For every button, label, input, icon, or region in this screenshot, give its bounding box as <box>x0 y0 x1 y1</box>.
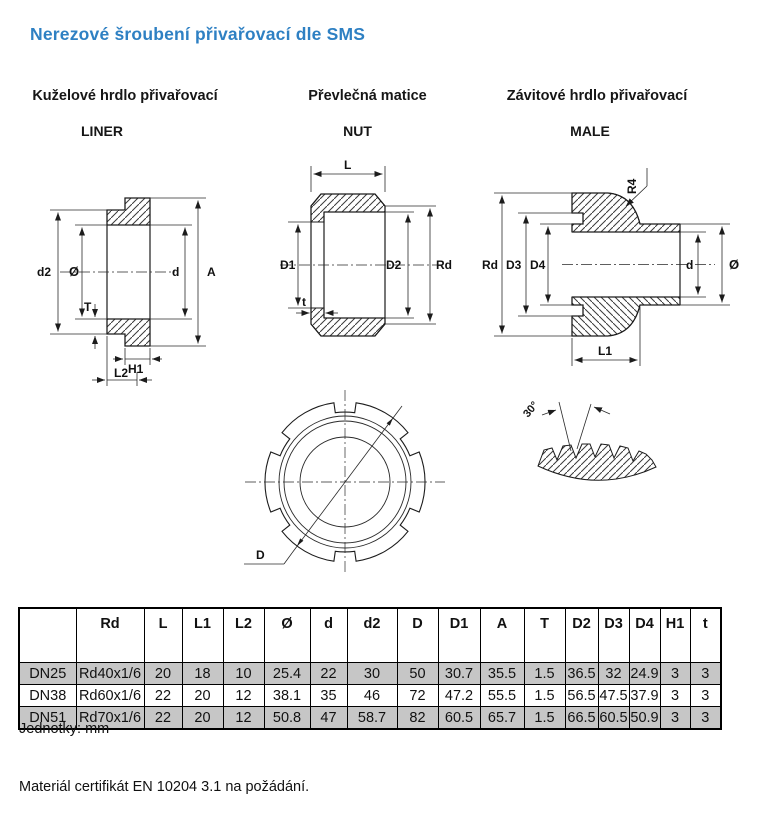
nut-front-view <box>228 382 463 597</box>
table-cell: 35.5 <box>480 663 524 685</box>
nut-drawing <box>278 150 483 380</box>
table-cell: 12 <box>223 707 264 730</box>
dim-label-d2: d2 <box>37 265 52 279</box>
table-cell: 24.9 <box>629 663 660 685</box>
table-cell: 3 <box>690 685 721 707</box>
table-cell: 3 <box>690 663 721 685</box>
header-cell-d: d <box>310 608 347 663</box>
header-cell-L2: L2 <box>223 608 264 663</box>
header-cell-L1: L1 <box>182 608 223 663</box>
units-note: Jednotky: mm <box>19 721 110 737</box>
table-cell: 1.5 <box>524 685 565 707</box>
table-cell: 3 <box>660 707 690 730</box>
dim-label-L: L <box>344 158 352 172</box>
section-heading-nut: Převlečná matice <box>308 88 427 104</box>
header-cell-A: A <box>480 608 524 663</box>
header-cell-d2: d2 <box>347 608 397 663</box>
header-cell-T: T <box>524 608 565 663</box>
table-cell: 65.7 <box>480 707 524 730</box>
header-cell-Rd: Rd <box>76 608 144 663</box>
header-cell-dn <box>19 608 76 663</box>
table-row-dn25 <box>19 663 721 685</box>
table-cell: DN51 <box>19 707 76 730</box>
table-cell: 12 <box>223 685 264 707</box>
section-sublabel-liner: LINER <box>81 123 123 139</box>
table-cell: 30.7 <box>438 663 480 685</box>
table-row-dn51 <box>19 707 721 730</box>
male-drawing <box>480 150 755 390</box>
table-cell: 22 <box>144 707 182 730</box>
dim-label-D1: D1 <box>280 258 296 272</box>
thread-detail <box>518 388 678 498</box>
dim-label-D4: D4 <box>530 258 546 272</box>
table-cell: 50 <box>397 663 438 685</box>
table-cell: 20 <box>182 707 223 730</box>
table-cell: 58.7 <box>347 707 397 730</box>
table-cell: 3 <box>690 707 721 730</box>
table-cell: 72 <box>397 685 438 707</box>
table-cell: 47.5 <box>598 685 629 707</box>
section-sublabel-male: MALE <box>570 123 610 139</box>
dim-label-D3: D3 <box>506 258 522 272</box>
section-heading-liner: Kuželové hrdlo přivařovací <box>32 88 218 104</box>
table-cell: 3 <box>660 685 690 707</box>
dim-label-D: D <box>256 548 265 562</box>
table-cell: 35 <box>310 685 347 707</box>
table-cell: 82 <box>397 707 438 730</box>
dim-label-A: A <box>207 265 216 279</box>
header-cell-L: L <box>144 608 182 663</box>
dim-label-D2: D2 <box>386 258 402 272</box>
table-cell: 47 <box>310 707 347 730</box>
table-cell: 47.2 <box>438 685 480 707</box>
table-cell: 18 <box>182 663 223 685</box>
table-cell: Rd70x1/6 <box>76 707 144 730</box>
dim-label-t: t <box>302 295 306 309</box>
dim-label-T: T <box>84 300 92 314</box>
table-cell: 3 <box>660 663 690 685</box>
table-cell: 32 <box>598 663 629 685</box>
table-cell: 25.4 <box>264 663 310 685</box>
liner-drawing <box>20 148 250 398</box>
page-title: Nerezové šroubení přivařovací dle SMS <box>30 24 366 44</box>
header-cell-D3: D3 <box>598 608 629 663</box>
thread-angle-label: 30° <box>521 399 541 420</box>
section-sublabel-nut: NUT <box>343 123 372 139</box>
dim-label-male-Rd: Rd <box>482 258 498 272</box>
table-row-dn38 <box>19 685 721 707</box>
table-cell: 37.9 <box>629 685 660 707</box>
table-cell: 50.9 <box>629 707 660 730</box>
dim-label-liner-dia: Ø <box>69 264 80 279</box>
header-cell-t: t <box>690 608 721 663</box>
table-cell: DN25 <box>19 663 76 685</box>
parts-table-container <box>18 607 722 730</box>
table-cell: 22 <box>310 663 347 685</box>
header-cell-dia: Ø <box>264 608 310 663</box>
table-cell: 60.5 <box>438 707 480 730</box>
table-header-row <box>19 608 721 663</box>
table-cell: 10 <box>223 663 264 685</box>
table-cell: 66.5 <box>565 707 598 730</box>
header-cell-D4: D4 <box>629 608 660 663</box>
table-cell: 55.5 <box>480 685 524 707</box>
table-cell: 50.8 <box>264 707 310 730</box>
dim-label-liner-d: d <box>172 265 180 279</box>
table-cell: 20 <box>182 685 223 707</box>
dim-label-L2: L2 <box>114 366 129 380</box>
section-heading-male: Závitové hrdlo přivařovací <box>506 88 688 104</box>
table-cell: 1.5 <box>524 707 565 730</box>
header-cell-D: D <box>397 608 438 663</box>
parts-table <box>18 607 722 730</box>
dim-label-male-d: d <box>686 258 694 272</box>
header-cell-D2: D2 <box>565 608 598 663</box>
table-cell: 46 <box>347 685 397 707</box>
table-cell: 20 <box>144 663 182 685</box>
table-cell: 38.1 <box>264 685 310 707</box>
dim-label-L1: L1 <box>598 344 613 358</box>
table-cell: DN38 <box>19 685 76 707</box>
table-cell: 36.5 <box>565 663 598 685</box>
table-cell: 22 <box>144 685 182 707</box>
header-cell-H1: H1 <box>660 608 690 663</box>
dim-label-male-dia: Ø <box>729 257 740 272</box>
table-cell: 1.5 <box>524 663 565 685</box>
dim-label-nut-Rd: Rd <box>436 258 452 272</box>
table-cell: Rd40x1/6 <box>76 663 144 685</box>
dim-label-R4: R4 <box>625 178 639 194</box>
table-cell: Rd60x1/6 <box>76 685 144 707</box>
table-cell: 30 <box>347 663 397 685</box>
table-cell: 56.5 <box>565 685 598 707</box>
header-cell-D1: D1 <box>438 608 480 663</box>
table-cell: 60.5 <box>598 707 629 730</box>
material-note: Materiál certifikát EN 10204 3.1 na požádání. <box>19 779 310 795</box>
dim-label-H1: H1 <box>128 362 144 376</box>
